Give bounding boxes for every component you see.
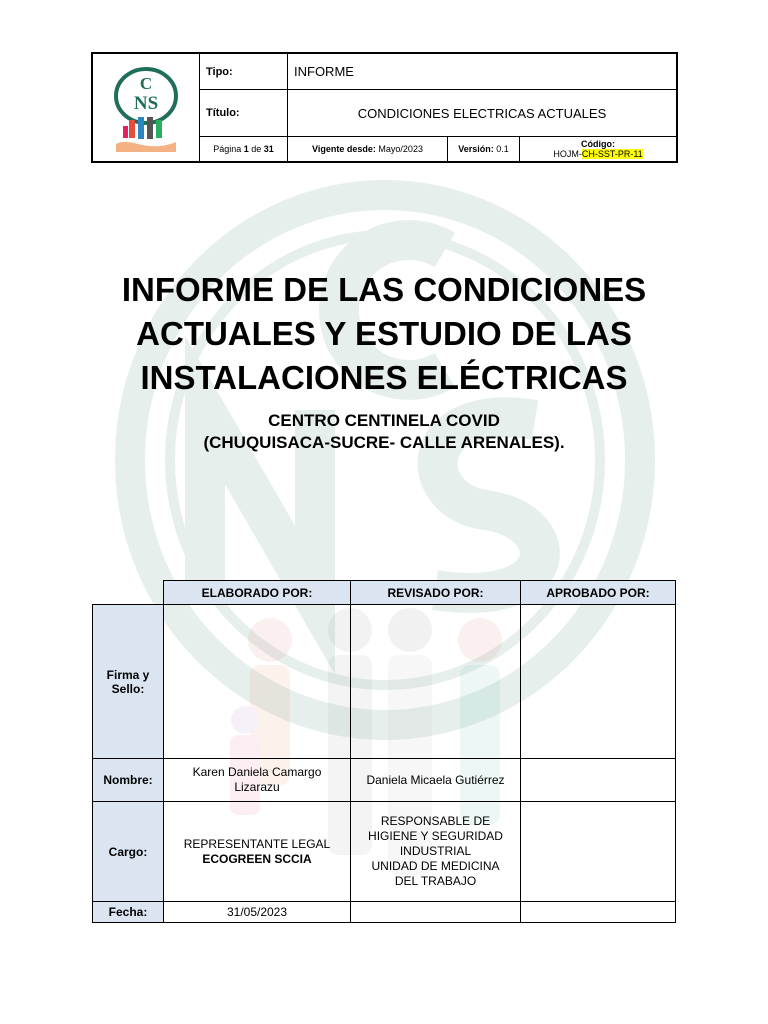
aprobado-fecha bbox=[521, 902, 676, 923]
revisado-cargo-line-1: RESPONSABLE DE bbox=[380, 814, 491, 828]
elaborado-cargo-line-1: REPRESENTANTE LEGAL bbox=[183, 836, 331, 851]
revisado-cargo-line-5: DEL TRABAJO bbox=[394, 874, 477, 888]
tipo-label-cell bbox=[200, 54, 288, 90]
pagina-label: Página bbox=[213, 144, 242, 154]
elaborado-nombre-line-2: Lizarazu bbox=[234, 780, 280, 794]
revisado-cargo-line-4: UNIDAD DE MEDICINA bbox=[371, 859, 500, 873]
elaborado-fecha: 31/05/2023 bbox=[164, 902, 351, 923]
vigente-value: Mayo/2023 bbox=[378, 144, 423, 154]
signatures-table bbox=[92, 580, 676, 923]
revisado-fecha bbox=[351, 902, 521, 923]
titulo-label-cell bbox=[200, 90, 288, 137]
titulo-value-cell bbox=[288, 90, 676, 137]
logo-cell bbox=[93, 54, 200, 161]
revisado-cargo-line-3: INDUSTRIAL bbox=[399, 844, 472, 858]
codigo-cell bbox=[520, 137, 676, 161]
title-line-3: INSTALACIONES ELÉCTRICAS bbox=[140, 359, 628, 396]
pagina-of: de bbox=[251, 144, 262, 154]
tipo-value-cell bbox=[288, 54, 676, 90]
revisado-nombre: Daniela Micaela Gutiérrez bbox=[351, 759, 521, 802]
codigo-highlight: CH-SST-PR-11 bbox=[581, 149, 643, 159]
vigente-label: Vigente desde: bbox=[312, 144, 376, 154]
elaborado-cargo-line-2: ECOGREEN SCCIA bbox=[202, 851, 312, 866]
document-title bbox=[84, 268, 684, 400]
elaborado-nombre-line-1: Karen Daniela Camargo bbox=[192, 765, 322, 779]
titulo-label: Título: bbox=[206, 107, 240, 119]
aprobado-cargo bbox=[521, 802, 676, 902]
pagina-cell bbox=[200, 137, 288, 161]
titulo-value: CONDICIONES ELECTRICAS ACTUALES bbox=[357, 105, 607, 121]
row-nombre-label: Nombre: bbox=[93, 759, 164, 802]
revisado-firma bbox=[351, 605, 521, 759]
row-fecha-label: Fecha: bbox=[93, 902, 164, 923]
tipo-value: INFORME bbox=[294, 64, 354, 79]
revisado-cargo bbox=[351, 802, 521, 902]
row-cargo-label: Cargo: bbox=[93, 802, 164, 902]
table-corner bbox=[93, 581, 164, 605]
title-line-1: INFORME DE LAS CONDICIONES bbox=[121, 271, 647, 308]
elaborado-nombre bbox=[164, 759, 351, 802]
elaborado-cargo bbox=[164, 802, 351, 902]
vigente-cell bbox=[288, 137, 448, 161]
tipo-label: Tipo: bbox=[206, 65, 233, 78]
subtitle-line-2: (CHUQUISACA-SUCRE- CALLE ARENALES). bbox=[203, 433, 565, 452]
col-aprobado: APROBADO POR: bbox=[521, 581, 676, 605]
pagina-total: 31 bbox=[263, 144, 274, 154]
svg-text:C: C bbox=[139, 73, 153, 93]
codigo-prefix: HOJM- bbox=[553, 149, 582, 159]
document-subtitle bbox=[84, 410, 684, 454]
col-elaborado: ELABORADO POR: bbox=[164, 581, 351, 605]
aprobado-nombre bbox=[521, 759, 676, 802]
version-cell bbox=[448, 137, 520, 161]
svg-text:NS: NS bbox=[133, 92, 159, 114]
version-label: Versión: bbox=[458, 144, 494, 154]
pagina-current: 1 bbox=[243, 144, 249, 154]
codigo-label: Código: bbox=[581, 139, 615, 149]
revisado-cargo-line-2: HIGIENE Y SEGURIDAD bbox=[368, 829, 503, 843]
col-revisado: REVISADO POR: bbox=[351, 581, 521, 605]
title-line-2: ACTUALES Y ESTUDIO DE LAS bbox=[136, 315, 632, 352]
elaborado-firma bbox=[164, 605, 351, 759]
subtitle-line-1: CENTRO CENTINELA COVID bbox=[268, 411, 500, 430]
aprobado-firma bbox=[521, 605, 676, 759]
cns-logo bbox=[111, 62, 181, 154]
row-firma-label: Firma y Sello: bbox=[93, 605, 164, 759]
version-value: 0.1 bbox=[496, 144, 509, 154]
document-header-table bbox=[91, 52, 678, 163]
